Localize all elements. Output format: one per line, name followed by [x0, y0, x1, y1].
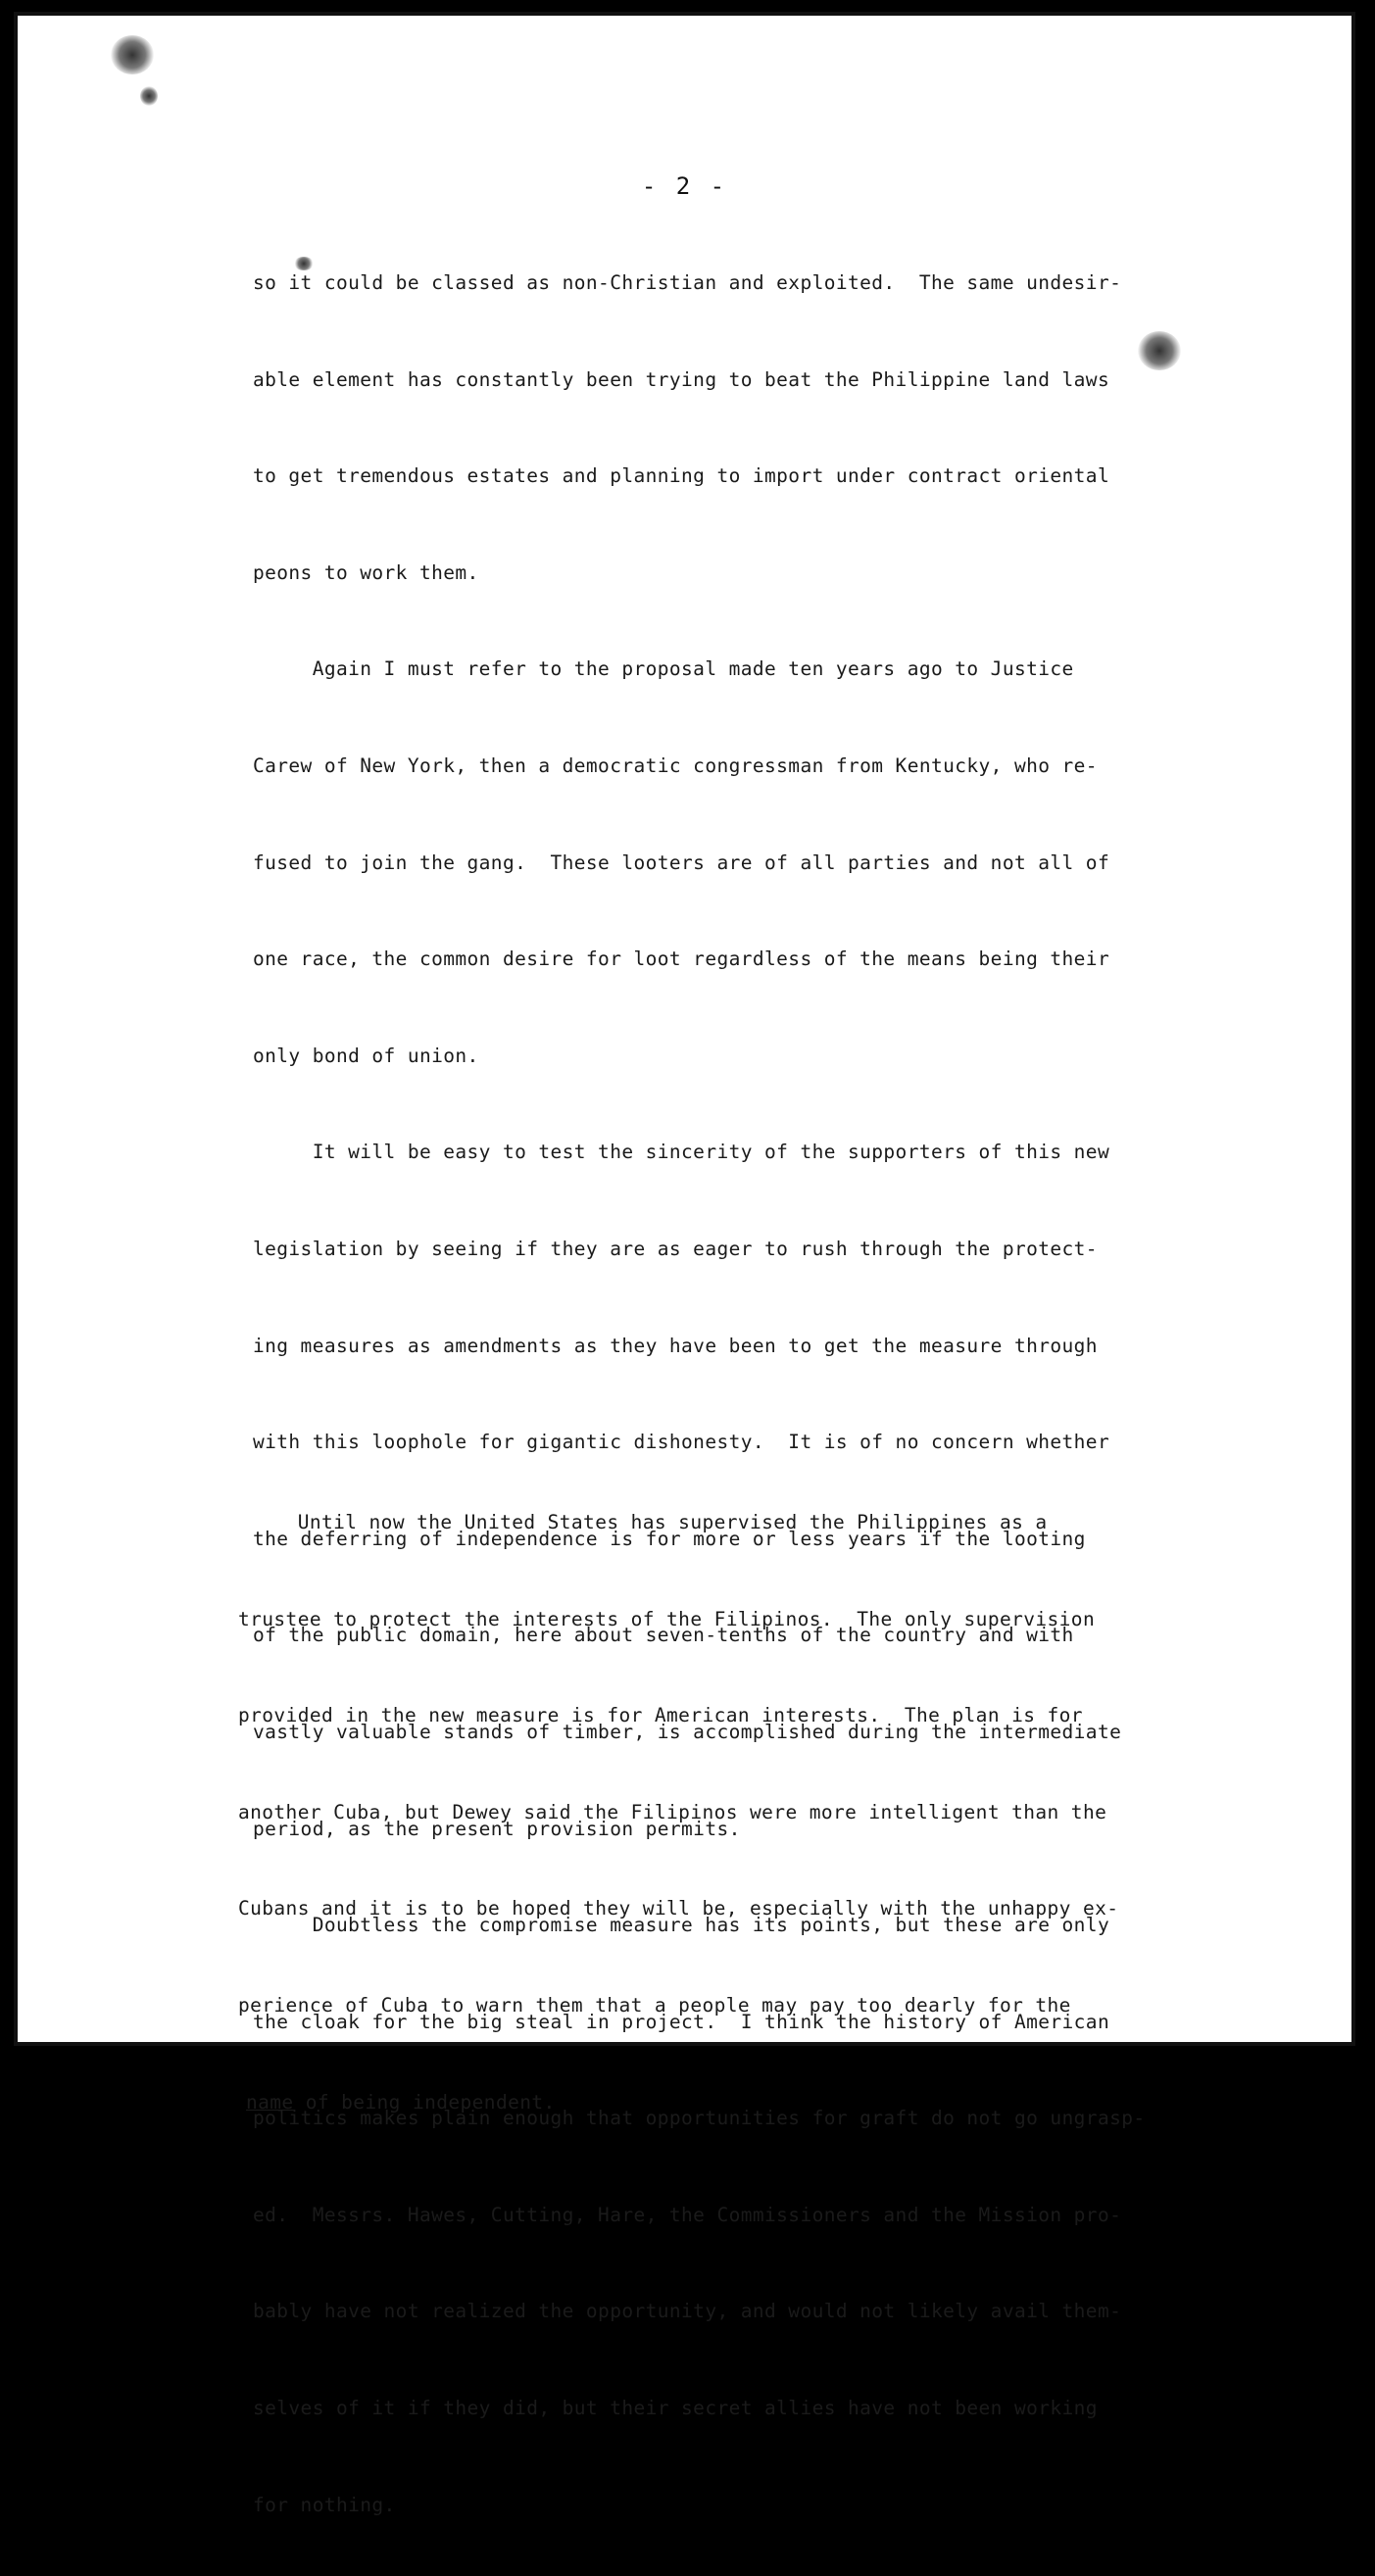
- text-line-tail: of being independent.: [293, 2090, 556, 2114]
- body-text-a: [253, 213, 1233, 2576]
- text-line: the cloak for the big steal in project. I think the history of American: [253, 2010, 1110, 2033]
- ink-blot: [111, 35, 154, 74]
- text-line: the deferring of independence is for more or less years if the looting: [253, 1527, 1086, 1550]
- text-line: peons to work them.: [253, 560, 479, 584]
- text-line: trustee to protect the interests of the Filipinos. The only supervision: [238, 1607, 1096, 1630]
- text-line: another Cuba, but Dewey said the Filipinos were more intelligent than the: [238, 1800, 1107, 1823]
- text-line: Carew of New York, then a democratic congressman from Kentucky, who re-: [253, 753, 1098, 777]
- text-line: period, as the present provision permits.: [253, 1817, 741, 1840]
- text-line: selves of it if they did, but their secret allies have not been working: [253, 2397, 1098, 2420]
- ink-blot: [140, 86, 158, 106]
- document-page: [14, 12, 1355, 2516]
- text-line: ed. Messrs. Hawes, Cutting, Hare, the Commissioners and the Mission pro-: [253, 2203, 1122, 2226]
- text-line: of the public domain, here about seven-tenths of the country and with: [253, 1624, 1074, 1647]
- text-line: It will be easy to test the sincerity of the supporters of this new: [253, 1141, 1110, 1164]
- text-line: Cubans and it is to be hoped they will be, especially with the unhappy ex-: [238, 1897, 1119, 1920]
- text-line: only bond of union.: [253, 1044, 479, 1067]
- underlined-word: name: [246, 2090, 294, 2114]
- body-text-b: [238, 1452, 1218, 2173]
- text-line: bably have not realized the opportunity, and would not likely avail them-: [253, 2300, 1122, 2323]
- text-line: Doubtless the compromise measure has its points, but these are only: [253, 1914, 1110, 1937]
- text-line: to get tremendous estates and planning to import under contract oriental: [253, 464, 1110, 488]
- text-line: provided in the new measure is for American interests. The plan is for: [238, 1704, 1083, 1727]
- text-line: able element has constantly been trying to beat the Philippine land laws: [253, 367, 1110, 391]
- text-line: Again I must refer to the proposal made ten years ago to Justice: [253, 657, 1074, 681]
- text-line: politics makes plain enough that opportunities for graft do not go ungrasp-: [253, 2107, 1146, 2130]
- text-line: Until now the United States has supervised the Philippines as a: [238, 1511, 1048, 1533]
- page-number: - 2 -: [641, 172, 728, 200]
- text-line: ing measures as amendments as they have been to get the measure through: [253, 1334, 1098, 1357]
- text-line: perience of Cuba to warn them that a people may pay too dearly for the: [238, 1993, 1071, 2017]
- text-line: with this loophole for gigantic dishonesty. It is of no concern whether: [253, 1431, 1110, 1454]
- text-line: so it could be classed as non-Christian and exploited. The same undesir-: [253, 271, 1122, 294]
- text-line: fused to join the gang. These looters are of all parties and not all of: [253, 851, 1110, 874]
- text-line: vastly valuable stands of timber, is accomplished during the intermediate: [253, 1720, 1122, 1743]
- text-line-last: [238, 2077, 1218, 2129]
- text-line: legislation by seeing if they are as eager to rush through the protect-: [253, 1237, 1098, 1260]
- text-line: one race, the common desire for loot regardless of the means being their: [253, 948, 1110, 971]
- text-line: for nothing.: [253, 2493, 396, 2516]
